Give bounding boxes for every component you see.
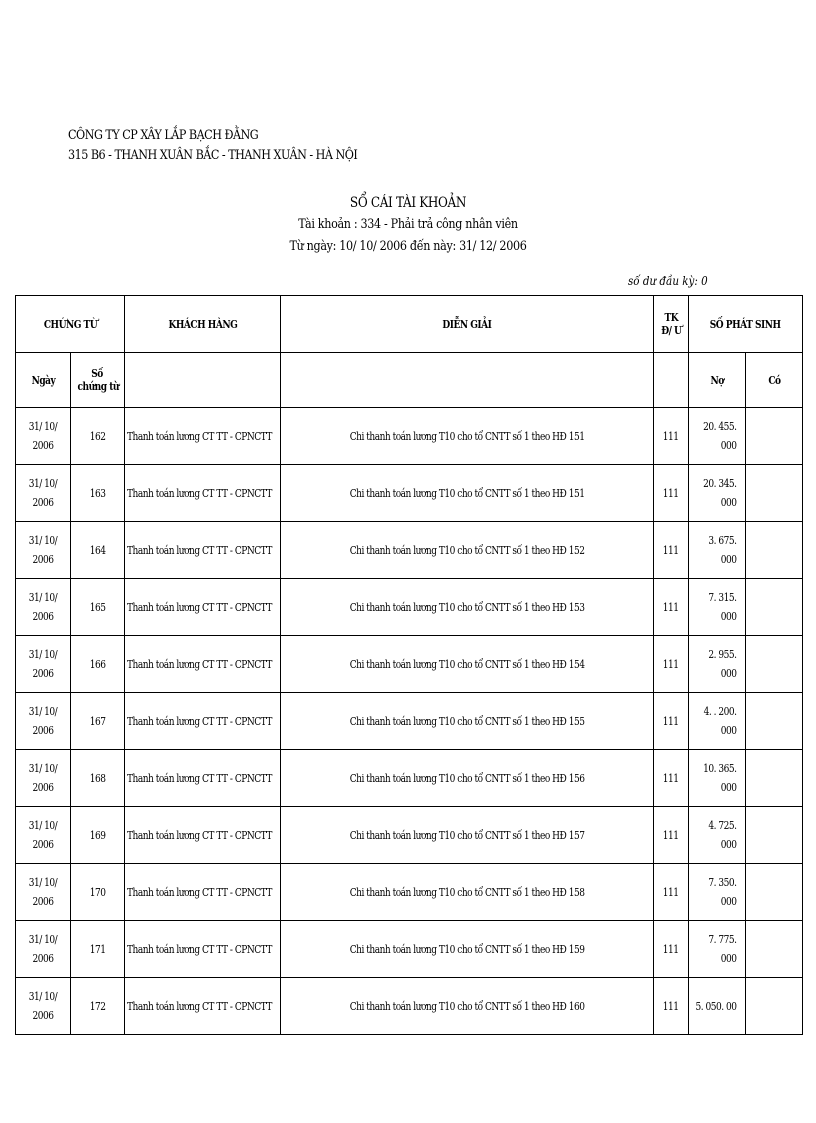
cell-date: 31/ 10/ 2006: [16, 636, 71, 693]
cell-customer: Thanh toán lương CT TT - CPNCTT: [125, 408, 281, 465]
cell-date: 31/ 10/ 2006: [16, 408, 71, 465]
cell-credit: [746, 750, 803, 807]
cell-debit: 20. 345. 000: [689, 465, 746, 522]
cell-account: 111: [654, 465, 689, 522]
cell-voucher-no: 168: [71, 750, 125, 807]
header-description-blank: [281, 353, 654, 408]
cell-credit: [746, 465, 803, 522]
cell-account: 111: [654, 636, 689, 693]
table-row: [16, 408, 803, 465]
cell-account: 111: [654, 522, 689, 579]
cell-account: 111: [654, 864, 689, 921]
cell-debit: 4. . 200. 000: [689, 693, 746, 750]
cell-credit: [746, 579, 803, 636]
cell-customer: Thanh toán lương CT TT - CPNCTT: [125, 579, 281, 636]
table-row: [16, 636, 803, 693]
cell-voucher-no: 166: [71, 636, 125, 693]
company-name: CÔNG TY CP XÂY LẮP BẠCH ĐẰNG: [68, 128, 259, 143]
cell-description: Chi thanh toán lương T10 cho tổ CNTT số 1 theo HĐ 158: [281, 864, 654, 921]
header-customer-blank: [125, 353, 281, 408]
company-address: 315 B6 - THANH XUÂN BẮC - THANH XUÂN - HÀ NỘI: [68, 148, 358, 163]
cell-customer: Thanh toán lương CT TT - CPNCTT: [125, 522, 281, 579]
header-date: Ngày: [16, 353, 71, 408]
header-row-secondary: [16, 353, 803, 408]
cell-customer: Thanh toán lương CT TT - CPNCTT: [125, 693, 281, 750]
cell-customer: Thanh toán lương CT TT - CPNCTT: [125, 750, 281, 807]
header-description: DIỄN GIẢI: [281, 296, 654, 353]
cell-voucher-no: 162: [71, 408, 125, 465]
cell-account: 111: [654, 408, 689, 465]
cell-debit: 5. 050. 00: [689, 978, 746, 1035]
table-row: [16, 978, 803, 1035]
cell-customer: Thanh toán lương CT TT - CPNCTT: [125, 465, 281, 522]
cell-date: 31/ 10/ 2006: [16, 465, 71, 522]
cell-date: 31/ 10/ 2006: [16, 807, 71, 864]
table-row: [16, 465, 803, 522]
header-voucher-no: Số chứng từ: [71, 353, 125, 408]
cell-description: Chi thanh toán lương T10 cho tổ CNTT số 1 theo HĐ 151: [281, 408, 654, 465]
cell-date: 31/ 10/ 2006: [16, 921, 71, 978]
cell-account: 111: [654, 579, 689, 636]
header-credit: Có: [746, 353, 803, 408]
cell-description: Chi thanh toán lương T10 cho tổ CNTT số 1 theo HĐ 151: [281, 465, 654, 522]
cell-date: 31/ 10/ 2006: [16, 978, 71, 1035]
cell-customer: Thanh toán lương CT TT - CPNCTT: [125, 921, 281, 978]
cell-voucher-no: 167: [71, 693, 125, 750]
table-row: [16, 693, 803, 750]
opening-balance: số dư đầu kỳ: 0: [628, 274, 708, 288]
cell-debit: 20. 455. 000: [689, 408, 746, 465]
cell-description: Chi thanh toán lương T10 cho tổ CNTT số 1 theo HĐ 159: [281, 921, 654, 978]
ledger-table: [15, 295, 803, 1035]
cell-account: 111: [654, 807, 689, 864]
cell-description: Chi thanh toán lương T10 cho tổ CNTT số 1 theo HĐ 154: [281, 636, 654, 693]
cell-account: 111: [654, 978, 689, 1035]
cell-description: Chi thanh toán lương T10 cho tổ CNTT số 1 theo HĐ 156: [281, 750, 654, 807]
cell-customer: Thanh toán lương CT TT - CPNCTT: [125, 864, 281, 921]
ledger-title: SỔ CÁI TÀI KHOẢN: [349, 195, 467, 211]
header-customer: KHÁCH HÀNG: [125, 296, 281, 353]
cell-date: 31/ 10/ 2006: [16, 864, 71, 921]
cell-description: Chi thanh toán lương T10 cho tổ CNTT số 1 theo HĐ 157: [281, 807, 654, 864]
cell-credit: [746, 807, 803, 864]
cell-debit: 3. 675. 000: [689, 522, 746, 579]
table-row: [16, 750, 803, 807]
cell-credit: [746, 408, 803, 465]
cell-voucher-no: 172: [71, 978, 125, 1035]
header-voucher: CHỨNG TỪ: [16, 296, 125, 353]
cell-debit: 2. 955. 000: [689, 636, 746, 693]
cell-account: 111: [654, 693, 689, 750]
cell-credit: [746, 978, 803, 1035]
cell-voucher-no: 164: [71, 522, 125, 579]
table-row: [16, 807, 803, 864]
cell-credit: [746, 864, 803, 921]
header-amount: SỐ PHÁT SINH: [689, 296, 803, 353]
table-row: [16, 522, 803, 579]
cell-customer: Thanh toán lương CT TT - CPNCTT: [125, 807, 281, 864]
cell-voucher-no: 165: [71, 579, 125, 636]
header-account: TK Đ/ Ư: [654, 296, 689, 353]
cell-description: Chi thanh toán lương T10 cho tổ CNTT số 1 theo HĐ 155: [281, 693, 654, 750]
cell-date: 31/ 10/ 2006: [16, 750, 71, 807]
table-row: [16, 579, 803, 636]
cell-date: 31/ 10/ 2006: [16, 522, 71, 579]
table-row: [16, 921, 803, 978]
cell-description: Chi thanh toán lương T10 cho tổ CNTT số 1 theo HĐ 160: [281, 978, 654, 1035]
cell-debit: 7. 775. 000: [689, 921, 746, 978]
cell-voucher-no: 169: [71, 807, 125, 864]
cell-account: 111: [654, 750, 689, 807]
cell-credit: [746, 921, 803, 978]
company-header: [68, 126, 357, 166]
cell-credit: [746, 522, 803, 579]
cell-description: Chi thanh toán lương T10 cho tổ CNTT số 1 theo HĐ 152: [281, 522, 654, 579]
cell-date: 31/ 10/ 2006: [16, 579, 71, 636]
cell-date: 31/ 10/ 2006: [16, 693, 71, 750]
cell-customer: Thanh toán lương CT TT - CPNCTT: [125, 636, 281, 693]
cell-credit: [746, 693, 803, 750]
ledger-title-block: [0, 192, 816, 258]
cell-debit: 7. 315. 000: [689, 579, 746, 636]
header-account-blank: [654, 353, 689, 408]
cell-debit: 10. 365. 000: [689, 750, 746, 807]
header-debit: Nợ: [689, 353, 746, 408]
cell-voucher-no: 170: [71, 864, 125, 921]
cell-debit: 4. 725. 000: [689, 807, 746, 864]
header-row-primary: [16, 296, 803, 353]
cell-customer: Thanh toán lương CT TT - CPNCTT: [125, 978, 281, 1035]
table-row: [16, 864, 803, 921]
cell-description: Chi thanh toán lương T10 cho tổ CNTT số 1 theo HĐ 153: [281, 579, 654, 636]
cell-credit: [746, 636, 803, 693]
cell-account: 111: [654, 921, 689, 978]
ledger-period: Từ ngày: 10/ 10/ 2006 đến này: 31/ 12/ 2006: [289, 239, 527, 254]
cell-debit: 7. 350. 000: [689, 864, 746, 921]
cell-voucher-no: 163: [71, 465, 125, 522]
ledger-account: Tài khoản : 334 - Phải trả công nhân viên: [298, 217, 518, 232]
cell-voucher-no: 171: [71, 921, 125, 978]
